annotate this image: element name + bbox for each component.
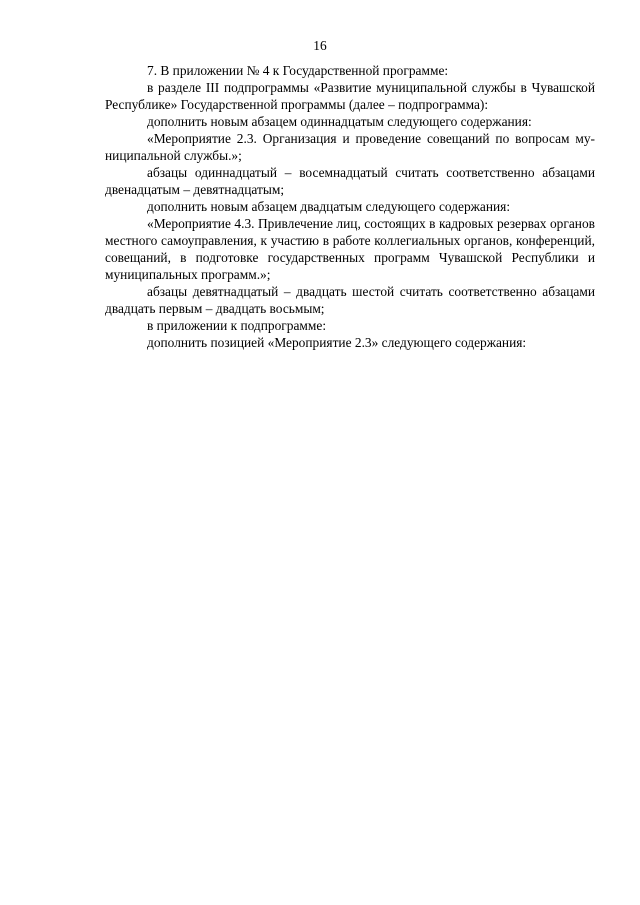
paragraph-measure-2-3: «Мероприятие 2.3. Организация и проведение совещаний по вопросам муниципальной службы.»; xyxy=(105,131,595,163)
paragraph-item-7-heading: 7. В приложении № 4 к Государственной программе: xyxy=(147,63,449,78)
paragraph-appendix-subprogram: в приложении к подпрограмме: xyxy=(147,318,327,333)
paragraph-renumber-11-18: абзацы одиннадцатый – восемнадцатый считать соответственно абзацами двенадцатым – девятнадцатым; xyxy=(105,165,595,197)
paragraph-add-position-2-3: дополнить позицией «Мероприятие 2.3» следующего содержания: xyxy=(147,335,527,350)
paragraph-add-eleventh: дополнить новым абзацем одиннадцатым следующего содержания: xyxy=(147,114,532,129)
paragraph-renumber-19-26: абзацы девятнадцатый – двадцать шестой считать соответственно абзацами двадцать первым – двадцать восьмым; xyxy=(105,284,595,316)
paragraph-measure-4-3: «Мероприятие 4.3. Привлечение лиц, состоящих в кадровых резервах органов местного самоуправления, к участию в работе коллегиальных органов, конференций, совещаний, в подготовке государственных программ Чувашской Республики и муниципальных программ.»; xyxy=(105,216,595,282)
page-number: 16 xyxy=(313,38,327,53)
document-body xyxy=(105,62,595,351)
paragraph-add-twentieth: дополнить новым абзацем двадцатым следующего содержания: xyxy=(147,199,511,214)
paragraph-section-iii: в разделе III подпрограммы «Развитие муниципальной службы в Чувашской Республике» Государственной программы (далее – подпрограмма): xyxy=(105,80,595,112)
